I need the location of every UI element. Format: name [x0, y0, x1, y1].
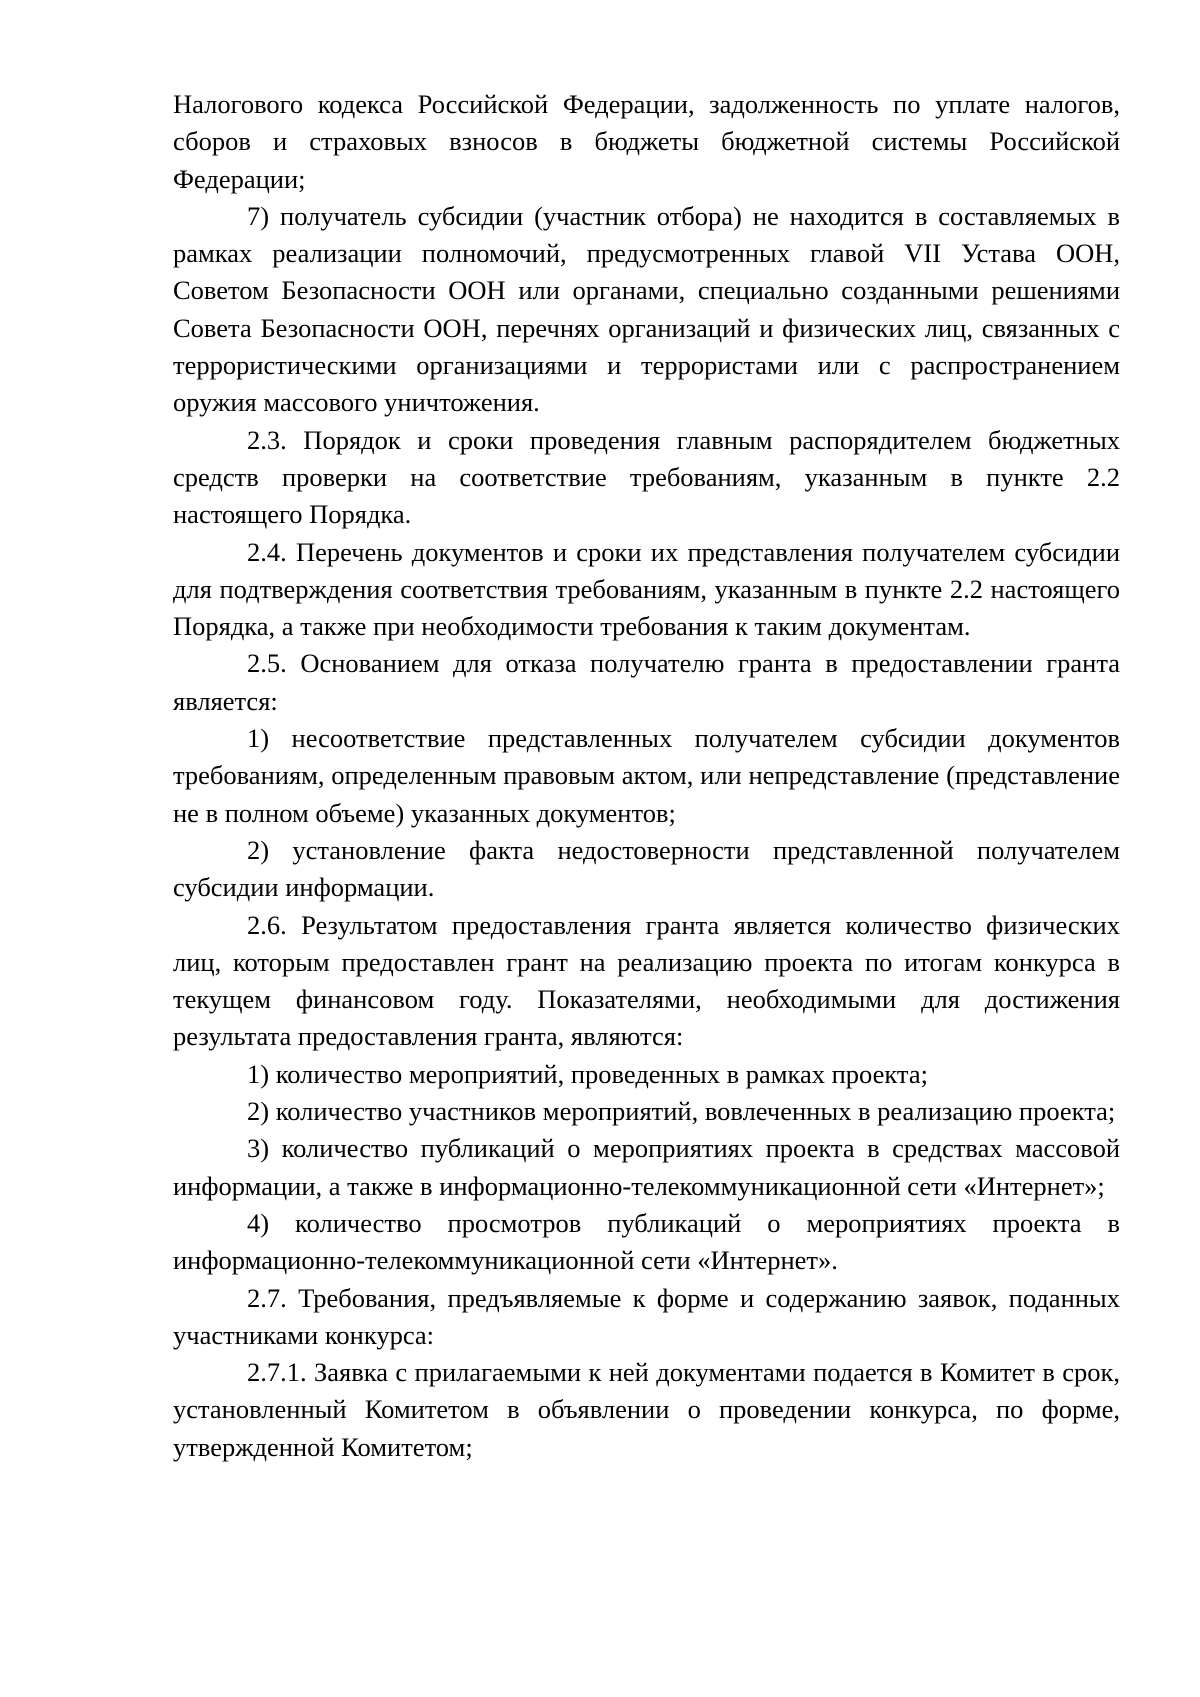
paragraph-2-5: 2.5. Основанием для отказа получателю гранта в предоставлении гранта является: [173, 648, 1120, 716]
paragraph-2-6-item-2: 2) количество участников мероприятий, вовлеченных в реализацию проекта; [247, 1096, 1116, 1127]
paragraph-2-3: 2.3. Порядок и сроки проведения главным распорядителем бюджетных средств проверки на соответствие требованиям, указанным в пункте 2.2 настоящего Порядка. [173, 424, 1120, 530]
document-body [173, 86, 1120, 1466]
paragraph-2-7-1: 2.7.1. Заявка с прилагаемыми к ней документами подается в Комитет в срок, установленный Комитетом в объявлении о проведении конкурса, по форме, утвержденной Комитетом; [173, 1357, 1120, 1462]
paragraph-2-5-item-2: 2) установление факта недостоверности представленной получателем субсидии информации. [173, 834, 1120, 903]
paragraph-2-6-item-4: 4) количество просмотров публикаций о мероприятиях проекта в информационно-телекоммуникационной сети «Интернет». [173, 1207, 1120, 1276]
paragraph-2-4: 2.4. Перечень документов и сроки их представления получателем субсидии для подтверждения соответствия требованиям, указанным в пункте 2.2 настоящего Порядка, а также при необходимости требования к таким документам. [173, 536, 1120, 642]
paragraph-item-7-sanctions-lists: 7) получатель субсидии (участник отбора) не находится в составляемых в рамках реализации полномочий, предусмотренных главой VII Устава ООН, Советом Безопасности ООН или органами, специально созданными решениями Совета Безопасности ООН, перечнях организаций и физических лиц, связанных с террористическими организациями и террористами или с распространением оружия массового уничтожения. [173, 200, 1120, 418]
paragraph-2-5-item-1: 1) несоответствие представленных получателем субсидии документов требованиям, определенным правовым актом, или непредставление (представление не в полном объеме) указанных документов; [173, 723, 1120, 828]
paragraph-2-6-item-3: 3) количество публикаций о мероприятиях проекта в средствах массовой информации, а также в информационно-телекоммуникационной сети «Интернет»; [173, 1133, 1120, 1201]
paragraph-2-6: 2.6. Результатом предоставления гранта является количество физических лиц, которым предоставлен грант на реализацию проекта по итогам конкурса в текущем финансовом году. Показателями, необходимыми для достижения результата предоставления гранта, являются: [173, 909, 1120, 1052]
paragraph-2-7: 2.7. Требования, предъявляемые к форме и содержанию заявок, поданных участниками конкурса: [173, 1282, 1120, 1350]
paragraph-tax-debt-continuation: Налогового кодекса Российской Федерации, задолженность по уплате налогов, сборов и страховых взносов в бюджеты бюджетной системы Российской Федерации; [173, 89, 1120, 194]
paragraph-2-6-item-1: 1) количество мероприятий, проведенных в рамках проекта; [247, 1058, 928, 1089]
